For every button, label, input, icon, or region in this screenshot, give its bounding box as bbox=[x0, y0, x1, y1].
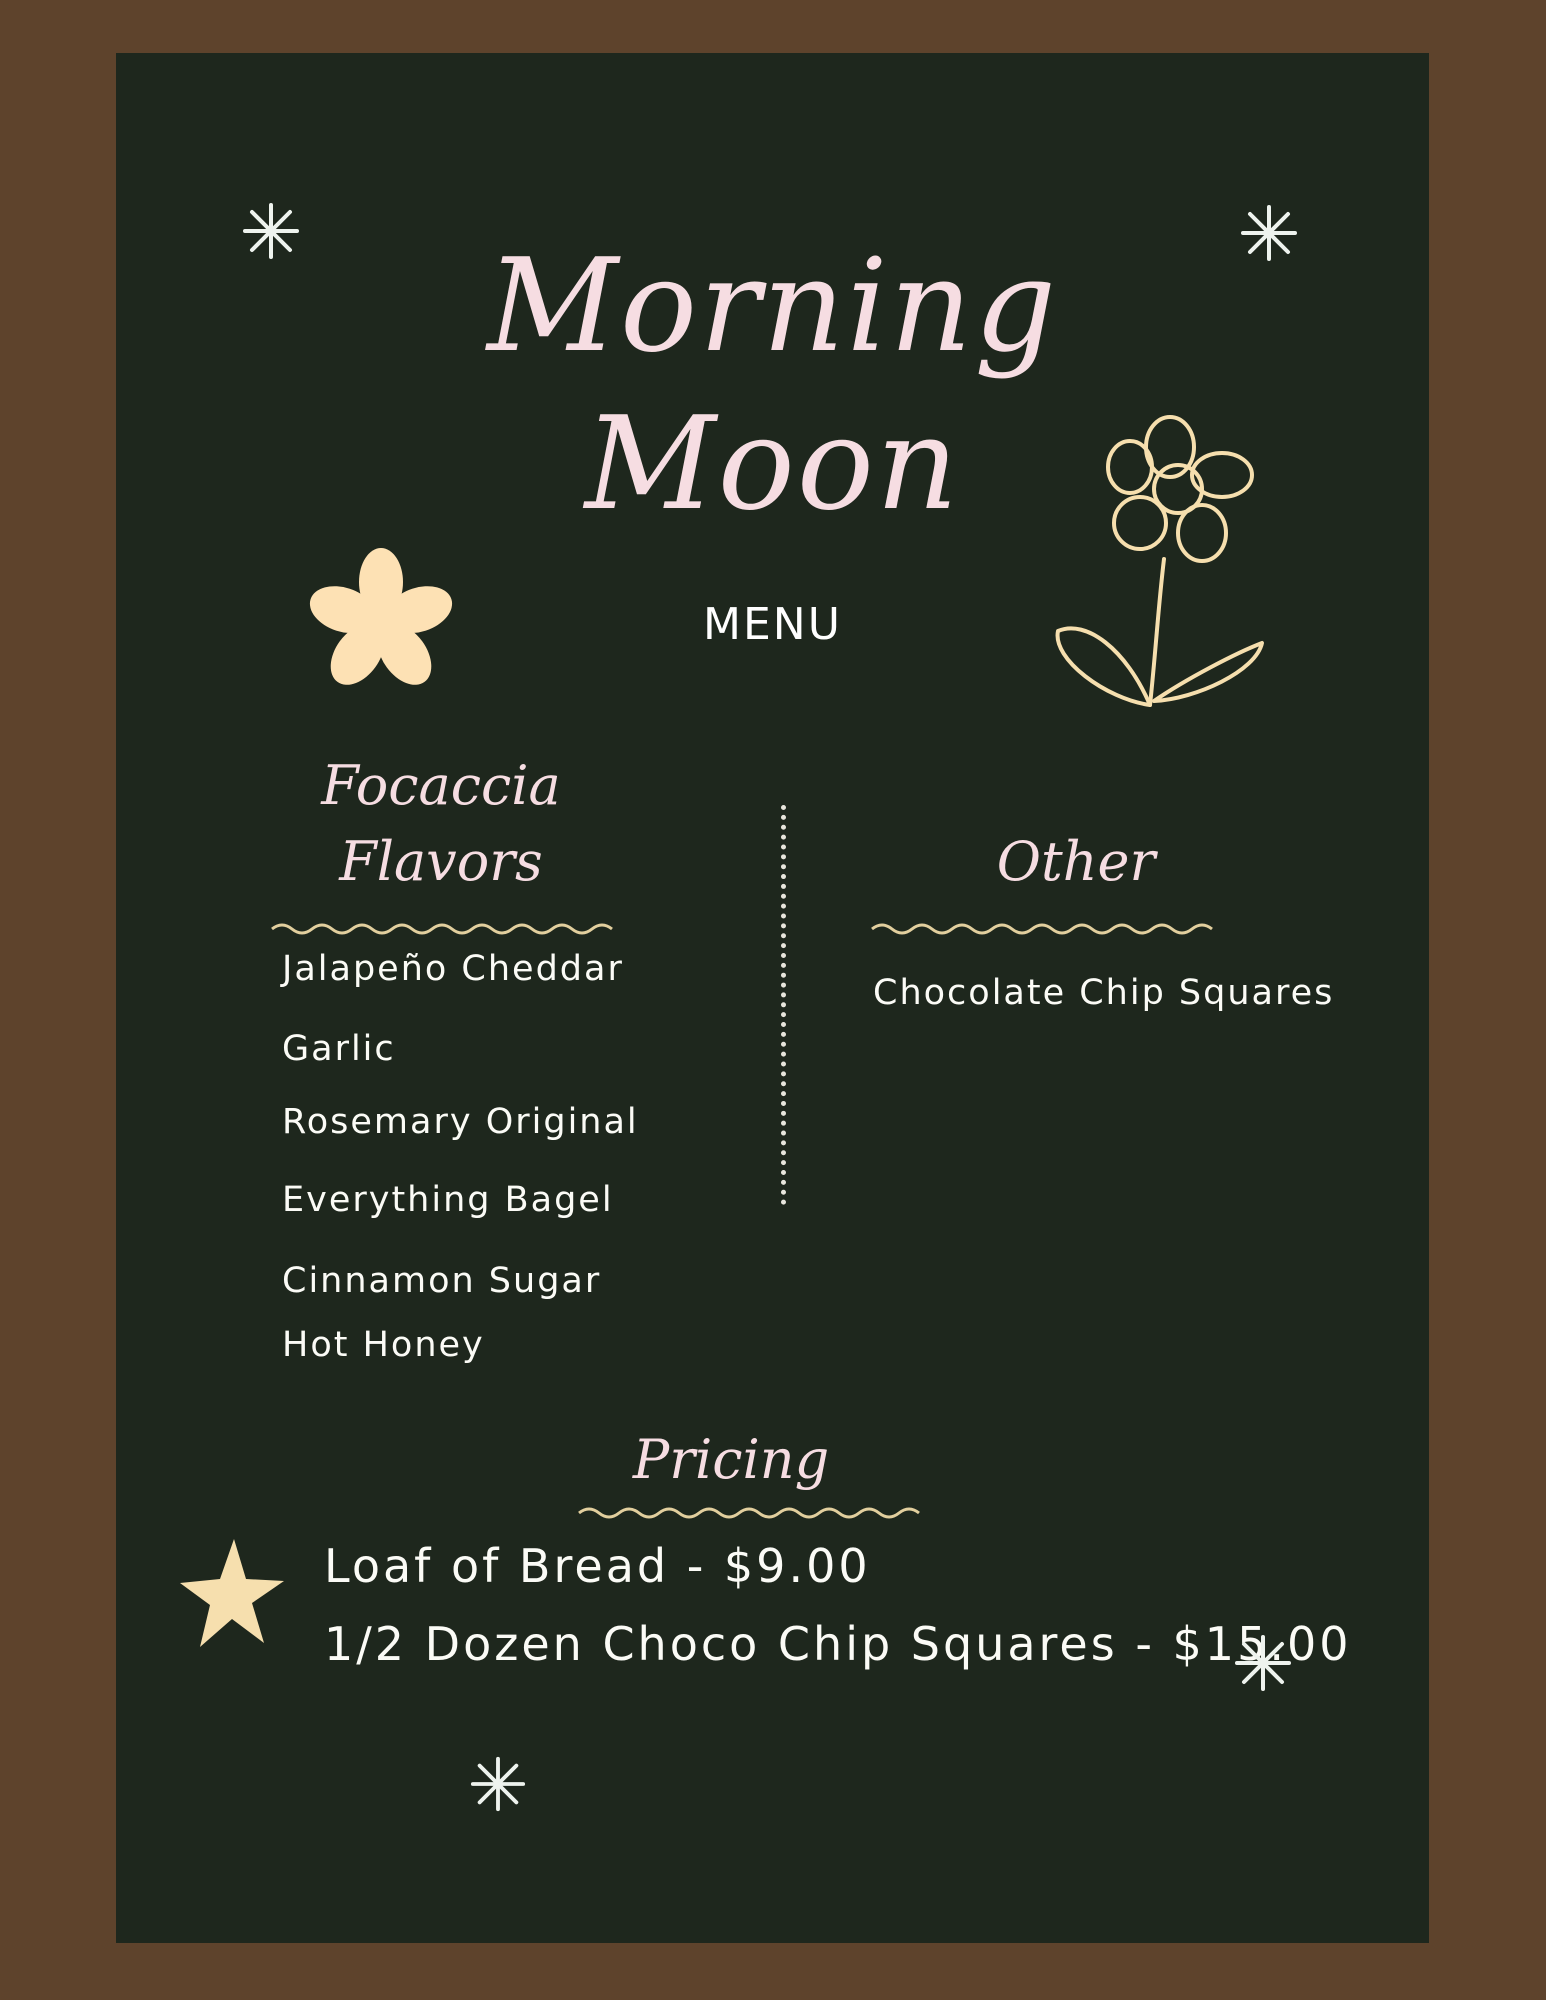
focaccia-heading-line-1: Focaccia bbox=[321, 754, 561, 817]
menu-board bbox=[116, 53, 1429, 1943]
sparkle-icon bbox=[1233, 1633, 1293, 1693]
star-icon bbox=[178, 1535, 288, 1651]
focaccia-item: Everything Bagel bbox=[282, 1180, 614, 1220]
focaccia-item: Cinnamon Sugar bbox=[282, 1261, 602, 1301]
sparkle-icon bbox=[469, 1755, 527, 1813]
column-divider bbox=[781, 805, 786, 1205]
focaccia-item: Jalapeño Cheddar bbox=[282, 949, 624, 989]
focaccia-heading-line-2: Flavors bbox=[339, 830, 543, 893]
other-heading: Other bbox=[996, 830, 1156, 893]
menu-label: MENU bbox=[703, 599, 842, 650]
focaccia-item: Hot Honey bbox=[282, 1325, 485, 1365]
wavy-underline bbox=[872, 919, 1212, 939]
wavy-underline bbox=[579, 1503, 919, 1523]
focaccia-item: Rosemary Original bbox=[282, 1102, 639, 1142]
other-item: Chocolate Chip Squares bbox=[873, 973, 1335, 1013]
pricing-heading: Pricing bbox=[632, 1428, 830, 1491]
price-line: 1/2 Dozen Choco Chip Squares - $15.00 bbox=[324, 1617, 1352, 1671]
price-line: Loaf of Bread - $9.00 bbox=[324, 1539, 871, 1593]
flower-icon bbox=[1046, 409, 1286, 719]
title-line-1: Morning bbox=[486, 232, 1059, 381]
wavy-underline bbox=[272, 919, 612, 939]
title-line-2: Moon bbox=[584, 390, 961, 539]
focaccia-item: Garlic bbox=[282, 1029, 396, 1069]
